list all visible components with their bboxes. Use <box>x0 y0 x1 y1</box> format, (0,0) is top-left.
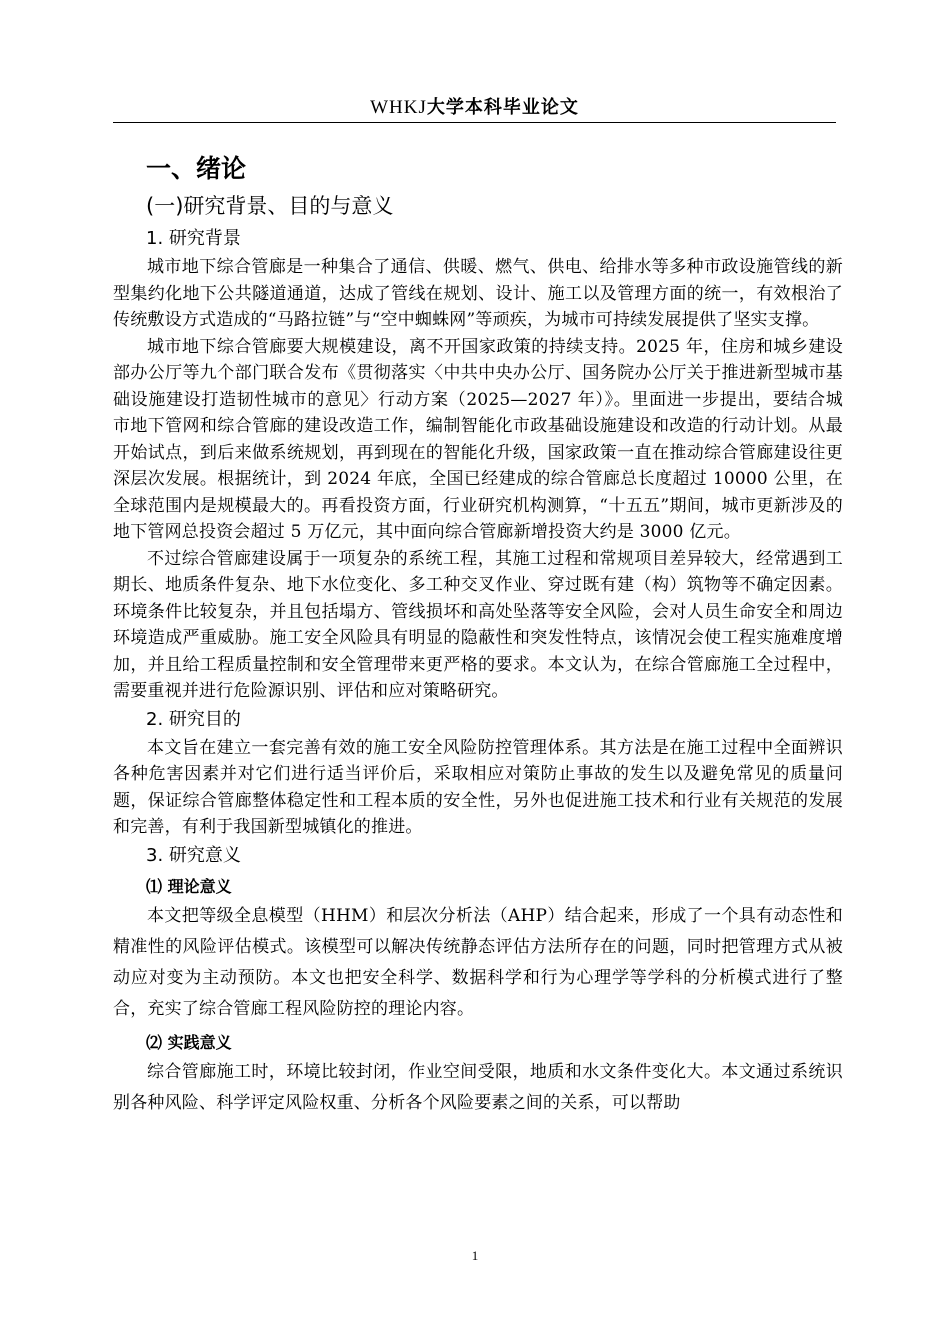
running-header <box>113 96 836 120</box>
header-title: 大学本科毕业论文 <box>426 97 579 118</box>
background-paragraph-1: 城市地下综合管廊是一种集合了通信、供暖、燃气、供电、给排水等多种市政设施管线的新型集约化地下公共隧道通道，达成了管线在规划、设计、施工以及管理方面的统一，有效根治了传统敷设方式造成的“马路拉链”与“空中蜘蛛网”等顽疾，为城市可持续发展提供了坚实支撑。 <box>113 257 843 330</box>
background-heading: 1. 研究背景 <box>146 228 241 249</box>
header-rule <box>113 122 836 123</box>
page-number: 1 <box>471 1248 479 1263</box>
practice-heading: ⑵ 实践意义 <box>146 1032 232 1052</box>
header-abbr: WHKJ <box>370 97 427 118</box>
section-title: (一)研究背景、目的与意义 <box>146 194 394 218</box>
significance-heading: 3. 研究意义 <box>146 844 241 866</box>
theory-paragraph: 本文把等级全息模型（HHM）和层次分析法（AHP）结合起来，形成了一个具有动态性和精准性的风险评估模式。该模型可以解决传统静态评估方法所存在的问题，同时把管理方式从被动应对变为主动预防。本文也把安全科学、数据科学和行为心理学等学科的分析模式进行了整合，充实了综合管廊工程风险防控的理论内容。 <box>113 905 843 1019</box>
purpose-heading: 2. 研究目的 <box>146 708 241 730</box>
body-content <box>113 150 843 1119</box>
background-paragraph-3: 不过综合管廊建设属于一项复杂的系统工程，其施工过程和常规项目差异较大，经常遇到工期长、地质条件复杂、地下水位变化、多工种交叉作业、穿过既有建（构）筑物等不确定因素。环境条件比较复杂，并且包括塌方、管线损坏和高处坠落等安全风险，会对人员生命安全和周边环境造成严重威胁。施工安全风险具有明显的隐蔽性和突发性特点，该情况会使工程实施难度增加，并且给工程质量控制和安全管理带来更严格的要求。本文认为，在综合管廊施工全过程中，需要重视并进行危险源识别、评估和应对策略研究。 <box>113 548 843 701</box>
background-paragraph-2: 城市地下综合管廊要大规模建设，离不开国家政策的持续支持。2025 年，住房和城乡建设部办公厅等九个部门联合发布《贯彻落实〈中共中央办公厅、国务院办公厅关于推进新型城市基础设施建设打造韧性城市的意见〉行动方案（2025—2027 年）》。里面进一步提出，要结合城市地下管网和综合管廊的建设改造工作，编制智能化市政基础设施建设和改造的行动计划。从最开始试点，到后来做系统规划，再到现在的智能化升级，国家政策一直在推动综合管廊建设往更深层次发展。根据统计，到 2024 年底，全国已经建成的综合管廊总长度超过 10000 公里，在全球范围内是规模最大的。再看投资方面，行业研究机构测算，“十五五”期间，城市更新涉及的地下管网总投资会超过 5 万亿元，其中面向综合管廊新增投资大约是 3000 亿元。 <box>113 336 843 542</box>
chapter-title: 一、绪论 <box>146 154 247 183</box>
practice-paragraph: 综合管廊施工时，环境比较封闭，作业空间受限，地质和水文条件变化大。本文通过系统识别各种风险、科学评定风险权重、分析各个风险要素之间的关系，可以帮助 <box>113 1061 843 1113</box>
theory-heading: ⑴ 理论意义 <box>146 876 232 896</box>
purpose-paragraph: 本文旨在建立一套完善有效的施工安全风险防控管理体系。其方法是在施工过程中全面辨识各种危害因素并对它们进行适当评价后，采取相应对策防止事故的发生以及避免常见的质量问题，保证综合管廊整体稳定性和工程本质的安全性，另外也促进施工技术和行业有关规范的发展和完善，有利于我国新型城镇化的推进。 <box>113 737 843 837</box>
